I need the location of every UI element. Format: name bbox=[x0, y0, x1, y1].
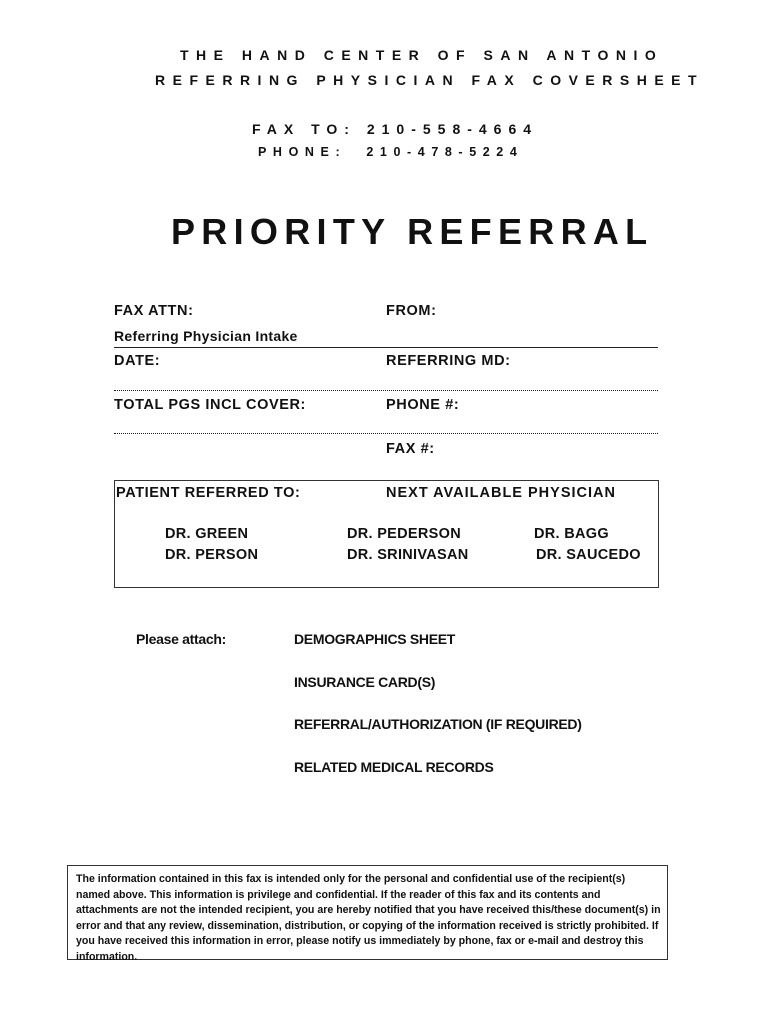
attach-item-referral-authorization: REFERRAL/AUTHORIZATION (IF REQUIRED) bbox=[294, 716, 582, 732]
patient-referred-to-label: PATIENT REFERRED TO: bbox=[116, 485, 301, 501]
fax-attn-underline bbox=[114, 347, 658, 348]
header-coversheet-title: REFERRING PHYSICIAN FAX COVERSHEET bbox=[155, 72, 705, 88]
header-fax-to: FAX TO: 210-558-4664 bbox=[252, 121, 539, 137]
doctor-option-bagg: DR. BAGG bbox=[534, 526, 609, 542]
header-org-name: THE HAND CENTER OF SAN ANTONIO bbox=[180, 47, 664, 63]
fax-attn-value: Referring Physician Intake bbox=[114, 328, 298, 344]
phone-number-label: PHONE #: bbox=[386, 397, 460, 413]
total-pages-label: TOTAL PGS INCL COVER: bbox=[114, 397, 306, 413]
fax-number-label: FAX #: bbox=[386, 441, 435, 457]
doctor-option-pederson: DR. PEDERSON bbox=[347, 526, 461, 542]
please-attach-label: Please attach: bbox=[136, 631, 226, 647]
doctor-option-saucedo: DR. SAUCEDO bbox=[536, 547, 641, 563]
doctor-option-srinivasan: DR. SRINIVASAN bbox=[347, 547, 469, 563]
date-underline bbox=[114, 390, 658, 391]
attach-item-demographics: DEMOGRAPHICS SHEET bbox=[294, 631, 456, 647]
page-title: PRIORITY REFERRAL bbox=[171, 211, 654, 252]
attach-item-medical-records: RELATED MEDICAL RECORDS bbox=[294, 759, 494, 775]
referring-md-label: REFERRING MD: bbox=[386, 353, 511, 369]
confidentiality-disclaimer: The information contained in this fax is intended only for the personal and confidential use of the recipient(s) named above. This information is privilege and confidential. If the reader of this fax and its contents and attachments are not the intended recipient, you are hereby notified that you have received this/these document(s) in error and that any review, dissemination, distribution, or copying of the information received is strictly prohibited. If you have received this information in error, please notify us immediately by phone, fax or e-mail and destroy this information. bbox=[76, 873, 661, 963]
attach-item-insurance: INSURANCE CARD(S) bbox=[294, 674, 436, 690]
from-label: FROM: bbox=[386, 303, 437, 319]
doctor-option-person: DR. PERSON bbox=[165, 547, 259, 563]
fax-attn-label: FAX ATTN: bbox=[114, 303, 194, 319]
next-available-physician-option: NEXT AVAILABLE PHYSICIAN bbox=[386, 485, 616, 501]
total-pages-underline bbox=[114, 433, 658, 434]
header-phone: PHONE: 210-478-5224 bbox=[258, 145, 524, 159]
date-label: DATE: bbox=[114, 353, 161, 369]
doctor-option-green: DR. GREEN bbox=[165, 526, 249, 542]
